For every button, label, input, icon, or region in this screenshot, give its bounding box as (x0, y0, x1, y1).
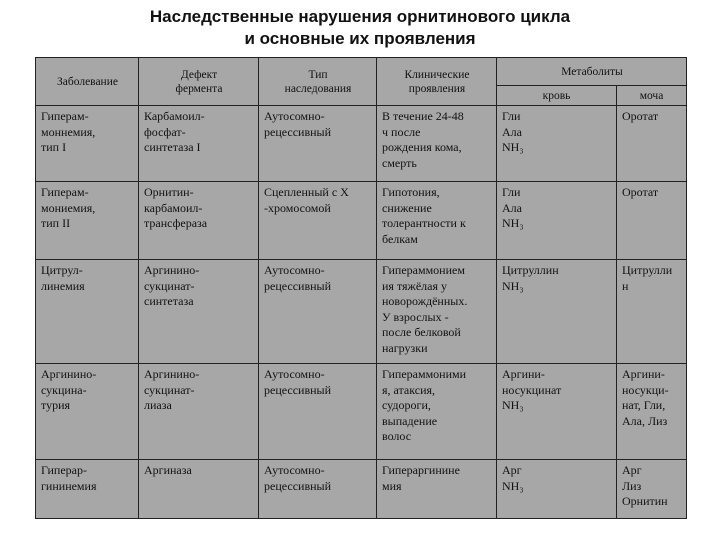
cell-line: носукци- (622, 382, 669, 397)
cell-line: снижение (382, 200, 432, 215)
cell-line: волос (382, 429, 412, 443)
cell-blood (497, 260, 617, 364)
cell-inheritance (259, 106, 377, 182)
cell-line: Аутосомно- (264, 263, 325, 277)
cell-line: рецессивный (264, 278, 332, 293)
cell-line: Орнитин (622, 494, 668, 508)
cell-line: выпадение (382, 413, 438, 428)
cell-line: -хромосомой (264, 200, 331, 215)
cell-line: рецессивный (264, 124, 332, 139)
cell-line: рецессивный (264, 478, 332, 493)
cell-line: тип I (41, 140, 67, 154)
table-row (36, 182, 687, 260)
cell-line: я, атаксия, (382, 382, 436, 397)
cell-line: Ала (502, 200, 522, 215)
page-title (0, 6, 720, 50)
cell-line: Гли (502, 185, 521, 199)
cell-inheritance (259, 460, 377, 519)
cell-line: Гипотония, (382, 185, 440, 199)
header-inheritance: Тип наследования (259, 58, 377, 106)
cell-line: NH₃ (502, 398, 524, 412)
header-enzyme: Дефект фермента (139, 58, 259, 106)
cell-line: синтетаза I (144, 140, 201, 154)
cell-clinical (377, 364, 497, 460)
cell-line: В течение 24-48 (382, 109, 464, 123)
cell-line: Гиперам- (41, 185, 89, 199)
title-line-1: Наследственные нарушения орнитинового цикла (149, 7, 571, 26)
cell-urine (617, 364, 687, 460)
cell-line: Орнитин- (144, 185, 194, 199)
cell-line: Аутосомно- (264, 109, 325, 123)
cell-urine (617, 106, 687, 182)
cell-urine (617, 260, 687, 364)
cell-disease (36, 106, 139, 182)
cell-line: белкам (382, 231, 418, 246)
cell-line: Гипераммоними (382, 367, 467, 381)
cell-line: лиаза (144, 398, 172, 412)
header-urine: моча (617, 86, 687, 106)
cell-line: Арг (502, 463, 522, 477)
cell-line: Гипераммонием (382, 263, 465, 277)
cell-line: NH₃ (502, 278, 524, 293)
cell-line: сукцинат- (144, 278, 195, 293)
cell-blood (497, 106, 617, 182)
cell-inheritance (259, 182, 377, 260)
cell-disease (36, 182, 139, 260)
cell-line: Гиперам- (41, 109, 89, 123)
cell-line: смерть (382, 155, 417, 170)
cell-line: толерантности к (382, 216, 466, 230)
cell-line: Гиперар- (41, 463, 87, 477)
cell-line: NH₃ (502, 478, 524, 493)
header-metabolites: Метаболиты (497, 58, 687, 86)
header-row (36, 58, 687, 86)
cell-line: Оротат (622, 185, 659, 199)
cell-line: линемия (41, 278, 85, 293)
cell-line: судороги, (382, 398, 431, 412)
cell-line: Аргинино- (144, 367, 200, 381)
cell-inheritance (259, 260, 377, 364)
cell-clinical (377, 260, 497, 364)
cell-line: моннемия, (41, 124, 96, 139)
cell-line: трансфераза (144, 216, 208, 230)
cell-line: Гли (502, 109, 521, 123)
cell-line: Аргини- (622, 367, 665, 381)
cell-line: карбамоил- (144, 200, 203, 215)
cell-urine (617, 460, 687, 519)
cell-line: тип II (41, 216, 71, 230)
cell-line: рождения кома, (382, 140, 462, 154)
cell-blood (497, 364, 617, 460)
cell-line: сукцина- (41, 382, 87, 397)
table-body (36, 106, 687, 519)
title-line-2: и основные их проявления (244, 29, 476, 48)
cell-line: Аргиназа (144, 463, 192, 477)
cell-inheritance (259, 364, 377, 460)
cell-line: рецессивный (264, 382, 332, 397)
cell-line: Цитруллин (502, 263, 559, 277)
cell-line: Цитрул- (41, 263, 83, 277)
cell-disease (36, 460, 139, 519)
cell-line: Аутосомно- (264, 367, 325, 381)
cell-line: Карбамоил- (144, 109, 205, 123)
cell-line: турия (41, 398, 71, 412)
cell-line: после белковой (382, 325, 461, 339)
cell-line: нагрузки (382, 340, 428, 355)
header-blood: кровь (497, 86, 617, 106)
table-row (36, 460, 687, 519)
cell-line: Аргини- (502, 367, 545, 381)
cell-line: ия тяжёлая у (382, 278, 447, 293)
cell-line: носукцинат (502, 382, 562, 397)
cell-line: Ала (502, 124, 522, 139)
cell-line: новорождённых. (382, 294, 468, 308)
header-disease: Заболевание (36, 58, 139, 106)
cell-line: ч после (382, 124, 421, 139)
cell-enzyme (139, 364, 259, 460)
cell-line: Оротат (622, 109, 659, 123)
cell-disease (36, 260, 139, 364)
cell-disease (36, 364, 139, 460)
cell-line: фосфат- (144, 124, 186, 139)
table-row (36, 106, 687, 182)
cell-clinical (377, 182, 497, 260)
cell-line: мия (382, 478, 402, 493)
cell-line: Гипераргинине (382, 463, 460, 477)
cell-line: мониемия, (41, 200, 96, 215)
cell-enzyme (139, 106, 259, 182)
cell-enzyme (139, 260, 259, 364)
cell-enzyme (139, 460, 259, 519)
cell-line: Арг (622, 463, 642, 477)
cell-line: синтетаза (144, 294, 194, 308)
cell-clinical (377, 106, 497, 182)
cell-line: нат, Гли, (622, 398, 666, 412)
cell-line: Аргинино- (144, 263, 200, 277)
cell-line: сукцинат- (144, 382, 195, 397)
cell-line: Сцепленный с X (264, 185, 349, 199)
disorders-table (35, 57, 687, 519)
table-row (36, 364, 687, 460)
cell-line: NH₃ (502, 216, 524, 230)
cell-line: Цитрулли (622, 263, 673, 277)
cell-line: NH₃ (502, 140, 524, 154)
header-clinical: Клинические проявления (377, 58, 497, 106)
cell-line: Лиз (622, 478, 642, 493)
cell-clinical (377, 460, 497, 519)
cell-enzyme (139, 182, 259, 260)
cell-line: гининемия (41, 478, 97, 493)
cell-line: н (622, 278, 629, 293)
table-row (36, 260, 687, 364)
cell-line: Аргинино- (41, 367, 97, 381)
cell-line: Аутосомно- (264, 463, 325, 477)
cell-blood (497, 182, 617, 260)
cell-blood (497, 460, 617, 519)
cell-urine (617, 182, 687, 260)
cell-line: У взрослых - (382, 309, 449, 324)
cell-line: Ала, Лиз (622, 413, 668, 428)
